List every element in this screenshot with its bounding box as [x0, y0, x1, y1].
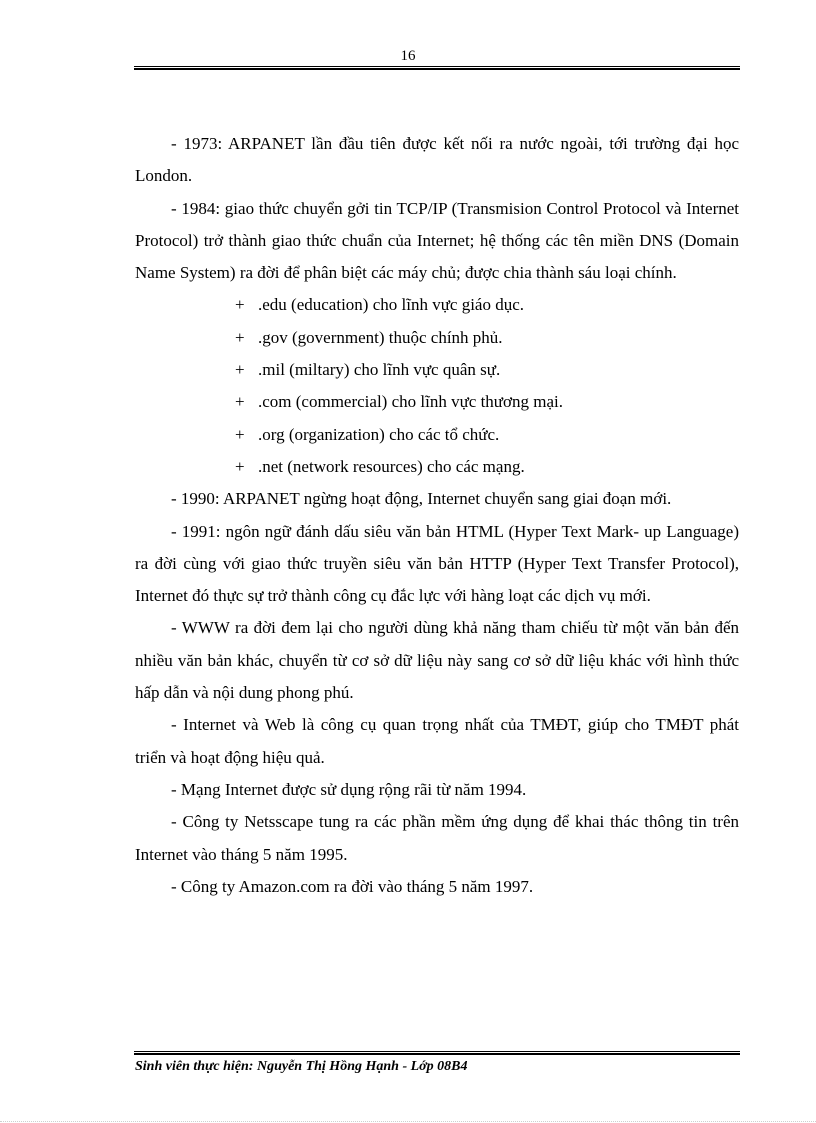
list-item: [135, 354, 739, 386]
footer-author: Sinh viên thực hiện: Nguyễn Thị Hồng Hạnh - Lớp 08B4: [135, 1059, 468, 1074]
domain-gov: .gov (government) thuộc chính phủ.: [258, 327, 503, 347]
domain-com: .com (commercial) cho lĩnh vực thương mại.: [258, 392, 563, 412]
list-item: [135, 386, 739, 418]
header-rule: [134, 66, 740, 70]
paragraph-netscape: - Công ty Netsscape tung ra các phần mềm ứng dụng để khai thác thông tin trên Internet vào tháng 5 năm 1995.: [135, 812, 739, 864]
plus-bullet: +: [235, 295, 245, 315]
domain-edu: .edu (education) cho lĩnh vực giáo dục.: [258, 295, 525, 315]
page-bottom-border: [0, 1121, 816, 1122]
plus-bullet: +: [235, 327, 245, 347]
paragraph-1990: - 1990: ARPANET ngừng hoạt động, Internet chuyển sang giai đoạn mới.: [171, 489, 672, 509]
domain-net: .net (network resources) cho các mạng.: [258, 456, 525, 476]
paragraph-1991: - 1991: ngôn ngữ đánh dấu siêu văn bản HTML (Hyper Text Mark- up Language) ra đời cùng với giao thức truyền siêu văn bản HTTP (Hyper Text Transfer Protocol), Internet đó thực sự trở thành công cụ đắc lực với hàng loạt các dịch vụ mới.: [135, 521, 739, 606]
footer-rule: [134, 1051, 740, 1055]
plus-bullet: +: [235, 456, 245, 476]
list-item: [135, 451, 739, 483]
plus-bullet: +: [235, 392, 245, 412]
domain-list: [135, 289, 739, 483]
list-item: [135, 419, 739, 451]
paragraph-internet-web: - Internet và Web là công cụ quan trọng nhất của TMĐT, giúp cho TMĐT phát triển và hoạt động hiệu quả.: [135, 715, 739, 767]
paragraph-1973: - 1973: ARPANET lần đầu tiên được kết nối ra nước ngoài, tới trường đại học London.: [135, 134, 739, 186]
paragraph-1994: - Mạng Internet được sử dụng rộng rãi từ năm 1994.: [171, 779, 527, 799]
list-item: [135, 289, 739, 321]
plus-bullet: +: [235, 360, 245, 380]
paragraph-www: - WWW ra đời đem lại cho người dùng khả năng tham chiếu từ một văn bản đến nhiều văn bản khác, chuyển từ cơ sở dữ liệu này sang cơ sở dữ liệu khác với hình thức hấp dẫn và nội dung phong phú.: [135, 618, 739, 703]
document-body: [135, 128, 739, 903]
plus-bullet: +: [235, 424, 245, 444]
domain-mil: .mil (miltary) cho lĩnh vực quân sự.: [258, 360, 501, 380]
list-item: [135, 322, 739, 354]
paragraph-amazon: - Công ty Amazon.com ra đời vào tháng 5 năm 1997.: [171, 876, 534, 896]
page-number: 16: [400, 48, 416, 64]
domain-org: .org (organization) cho các tổ chức.: [258, 424, 500, 444]
paragraph-1984: - 1984: giao thức chuyển gởi tin TCP/IP (Transmision Control Protocol và Internet Protocol) trở thành giao thức chuẩn của Internet; hệ thống các tên miền DNS (Domain Name System) ra đời để phân biệt các máy chủ; được chia thành sáu loại chính.: [135, 198, 739, 283]
